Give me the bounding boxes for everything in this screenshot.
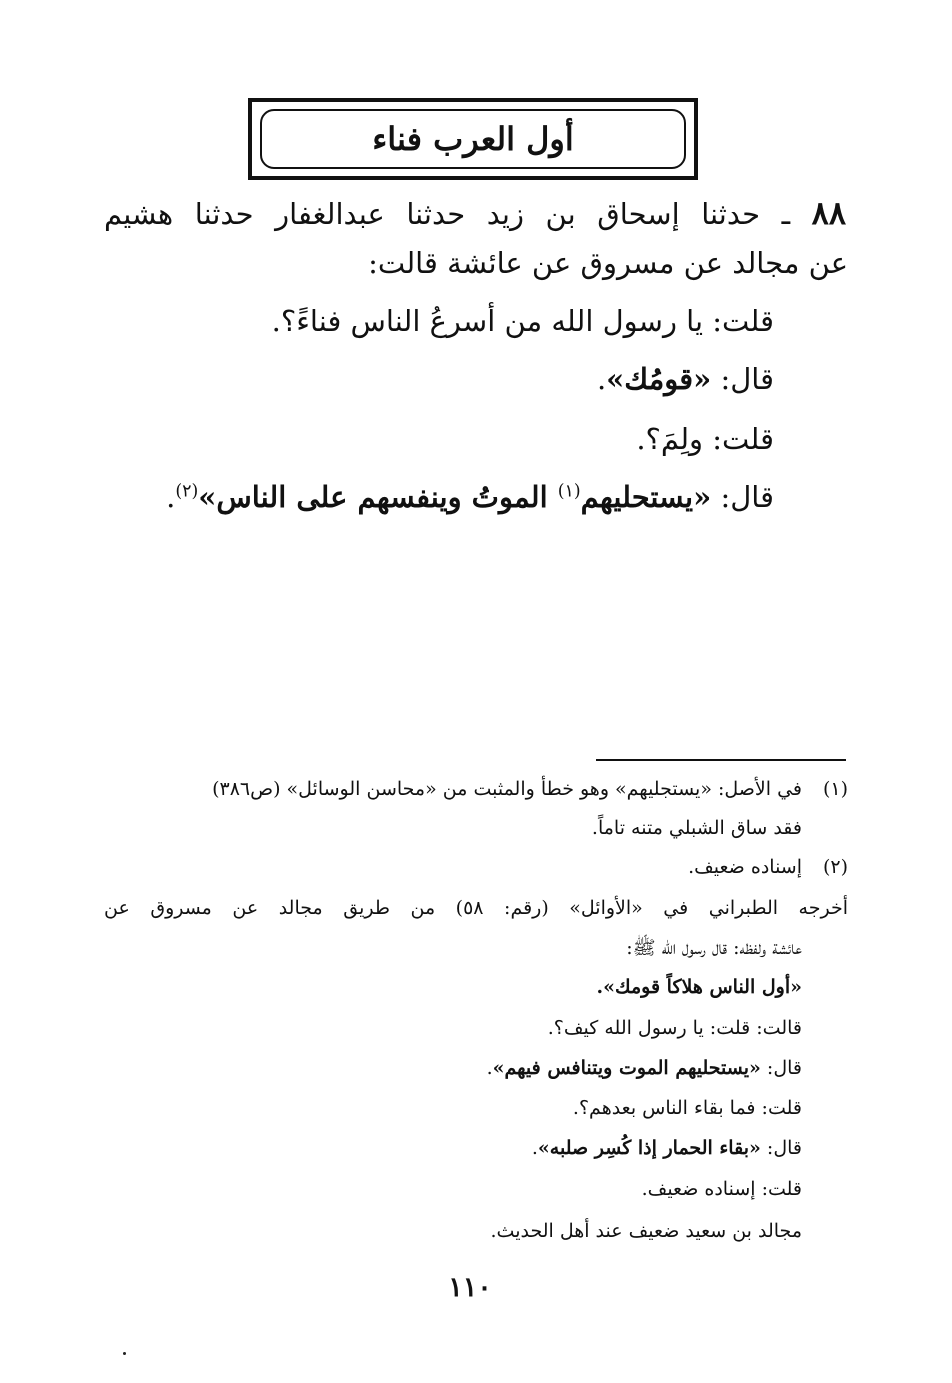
dialogue-answer-2 bbox=[166, 480, 774, 514]
dialogue-answer-1 bbox=[597, 362, 774, 396]
footnote-2-line-1: إسناده ضعيف. bbox=[688, 856, 802, 878]
fn2-line6-suffix: . bbox=[486, 1057, 493, 1079]
scan-speck bbox=[123, 1352, 126, 1355]
dialogue-question-1: قلت: يا رسول الله من أسرعُ الناس فناءً؟. bbox=[271, 304, 774, 338]
footnote-2-line-10: مجالد بن سعيد ضعيف عند أهل الحديث. bbox=[490, 1220, 802, 1242]
footnote-2-line-9: قلت: إسناده ضعيف. bbox=[641, 1178, 802, 1200]
answer-2-quote-part-1: «يستحليهم bbox=[580, 480, 712, 514]
footnote-2-line-7: قلت: فما بقاء الناس بعدهم؟. bbox=[572, 1097, 802, 1119]
footnote-2-line-6 bbox=[487, 1057, 802, 1079]
fn2-line8-suffix: . bbox=[531, 1137, 538, 1159]
answer-2-suffix: . bbox=[166, 480, 176, 514]
page-number: ١١٠ bbox=[448, 1272, 492, 1303]
footnote-1-line-1: في الأصل: «يستجليهم» وهو خطأ والمثبت من «محاسن الوسائل» (ص٣٨٦) bbox=[212, 778, 802, 800]
footnote-1-marker: (١) bbox=[822, 778, 848, 800]
footnote-2-line-2: أخرجه الطبراني في «الأوائل» (رقم: ٥٨) من طريق مجالد عن مسروق عن bbox=[104, 897, 849, 919]
footnote-2-line-5: قالت: قلت: يا رسول الله كيف؟. bbox=[547, 1017, 802, 1039]
fn2-line8-prefix: قال: bbox=[760, 1137, 802, 1159]
answer-2-quote-part-2: الموتُ وينفسهم على الناس» bbox=[198, 480, 558, 514]
footnote-2-marker: (٢) bbox=[822, 856, 848, 878]
footnote-2-line-3: عائشة ولفظه: قال رسول الله ﷺ: bbox=[626, 937, 802, 959]
footnote-ref-2: (٢) bbox=[175, 481, 199, 502]
fn2-line6-quote: «يستحليهم الموت ويتنافس فيهم» bbox=[492, 1057, 761, 1079]
hadith-chain-line-1 bbox=[104, 194, 846, 232]
answer-1-prefix: قال: bbox=[711, 362, 774, 396]
dialogue-question-2: قلت: ولِمَ؟. bbox=[636, 422, 774, 456]
answer-1-quote: «قومُك» bbox=[606, 362, 712, 396]
hadith-chain-line-2: عن مجالد عن مسروق عن عائشة قالت: bbox=[368, 246, 848, 280]
footnote-2-line-4: «أول الناس هلاكاً قومك». bbox=[596, 976, 802, 998]
hadith-number: ٨٨ bbox=[811, 194, 846, 232]
footnote-2-line-8 bbox=[532, 1137, 802, 1159]
fn2-line8-quote: «بقاء الحمار إذا كُسِر صلبه» bbox=[537, 1137, 761, 1159]
chapter-title-frame bbox=[248, 98, 698, 180]
chapter-title: أول العرب فناء bbox=[372, 120, 574, 158]
hadith-chain-text-1: ـ حدثنا إسحاق بن زيد حدثنا عبدالغفار حدثنا هشيم bbox=[104, 197, 812, 231]
footnote-separator bbox=[596, 759, 846, 761]
answer-1-suffix: . bbox=[596, 362, 607, 396]
footnote-1-line-2: فقد ساق الشبلي متنه تاماً. bbox=[591, 817, 802, 839]
answer-2-prefix: قال: bbox=[711, 480, 774, 514]
fn2-line6-prefix: قال: bbox=[760, 1057, 802, 1079]
chapter-title-inner-frame bbox=[260, 109, 686, 169]
footnote-ref-1: (١) bbox=[557, 481, 581, 502]
